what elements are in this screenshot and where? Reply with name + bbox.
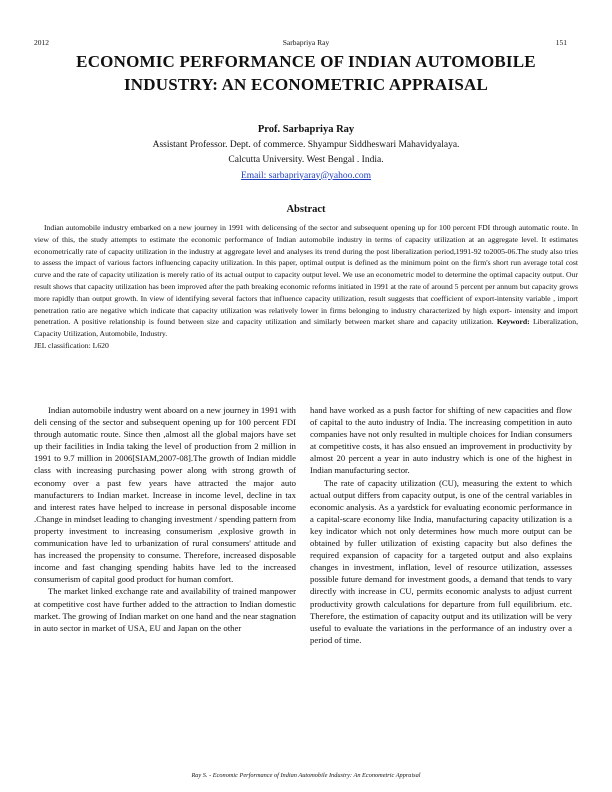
paragraph: hand have worked as a push factor for shifting of new capacities and flow of capital to the auto industry of India. The increasing competition in auto companies have not only resulted in multiple choices for Indian consumers at competitive costs, it has also ensued an improvement in productivity by almost 20 percent a year in auto industry which is one of the highest in Indian manufacturing sector. [310,405,572,476]
author-affiliation: Assistant Professor. Dept. of commerce. Shyampur Siddheswari Mahavidyalaya. [152,139,460,150]
jel-classification: JEL classification: L620 [34,340,109,350]
keywords-label: Keyword: [496,317,530,327]
paragraph: Indian automobile industry went aboard on a new journey in 1991 with deli censing of the sector and subsequent opening up for 100 percent FDI through automatic route. Since then ,almost all the global majors have set up their facilities in India taking the level of production from 2 million in 1991 to 9.7 million in 2006[SIAM,2007-08].The growth of Indian middle class with increasing purchasing power along with strong growth of economy over a past few years have attracted the major auto manufacturers to Indian market. Increase in income level, decline in tax and interest rates have helped to increase in personal disposable income .Change in mindset leading to changing investment / spending pattern from property investment to increasing consumerism ,explosive growth in communication have led to urbanization of rural consumers' attitude and has increased the propensity to consume. Therefore, increased disposable income and fast changing spending habits have led to the increased consumerism of capital good product for human comfort. [34,405,296,585]
keywords: Liberalization, Capacity Utilization, Automobile, Industry. [34,317,579,339]
paragraph: The market linked exchange rate and availability of trained manpower at competitive cost have further added to the attraction to Indian domestic market. The growing of Indian market on one hand and the near stagnation in auto sector in market of USA, EU and Japan on the other [34,586,296,633]
author-location: Calcutta University. West Bengal . India. [228,155,384,165]
author-block [0,122,612,184]
header-year: 2012 [34,38,49,47]
author-email-link[interactable]: Email: sarbapriyaray@yahoo.com [240,170,372,181]
body-column-right [310,404,572,646]
page-footer: Ray S. - Economic Performance of Indian Automobile Industry: An Econometric Appraisal [191,772,421,779]
author-name: Prof. Sarbapriya Ray [257,124,355,135]
abstract-heading: Abstract [286,204,326,215]
page-number: 151 [555,38,567,47]
header-author: Sarbapriya Ray [282,38,330,47]
title-line-1: ECONOMIC PERFORMANCE OF INDIAN AUTOMOBILE [76,52,536,71]
abstract-text [34,222,578,352]
paper-title [30,50,582,96]
paragraph: The rate of capacity utilization (CU), measuring the extent to which actual output differs from capacity output, is one of the central variables in economic analysis. As a yardstick for evaluating economic performance in a capital-scare economy like India, manufacturing capacity utilization is a key indicator which not only determines how much more output can be obtained by fuller utilization of existing capacity but also defines the required expansion of capacity for a targeted output and also explains changes in investment, inflation, level of resource utilization, assesses possible future demand for investment goods, a demand that tends to vary directly with increase in CU, permits economic analysts to adjust current productivity growth calculations for departure from full equilibrium. etc. Therefore, the estimation of capacity output and its utilization will be very useful to evaluate the variations in the performance of an industry over a period of time. [310,477,572,645]
title-line-2: INDUSTRY: AN ECONOMETRIC APPRAISAL [123,75,489,94]
body-column-left [34,404,296,634]
abstract-body: Indian automobile industry embarked on a new journey in 1991 with delicensing of the sector and subsequent opening up for 100 percent FDI through automatic route. In view of this, the study attempts to estimate the economic performance of Indian automobile industry in terms of capacity utilization at an aggregate level. It estimates econometrically rate of capacity utilization in the industry at aggregate level and analyses its trend during the post liberalization period,1991-92 to2005-06.The study also tries to assess the impact of various factors influencing capacity utilization. In this paper, optimal output is defined as the minimum point on the firm's short run average total cost curve and the rate of capacity utilization is merely ratio of its actual output to capacity output level. We use an econometric model to determine the optimal capacity output. Our result shows that capacity utilization has been improved after the path breaking economic reforms initiated in 1991 at the rate of around 5 percent per annum but capacity grows more rapidly than output growth. In view of identifying several factors that influence capacity utilization, result suggests that coefficient of export-intensity variable , import penetration ratio are negative which indicate that capacity utilization was relatively lower in firms belonging to industry characterized by high export- intensity and import penetration. A positive relationship is found between size and capacity utilization and similarly between market share and capacity utilization. [34,223,578,327]
